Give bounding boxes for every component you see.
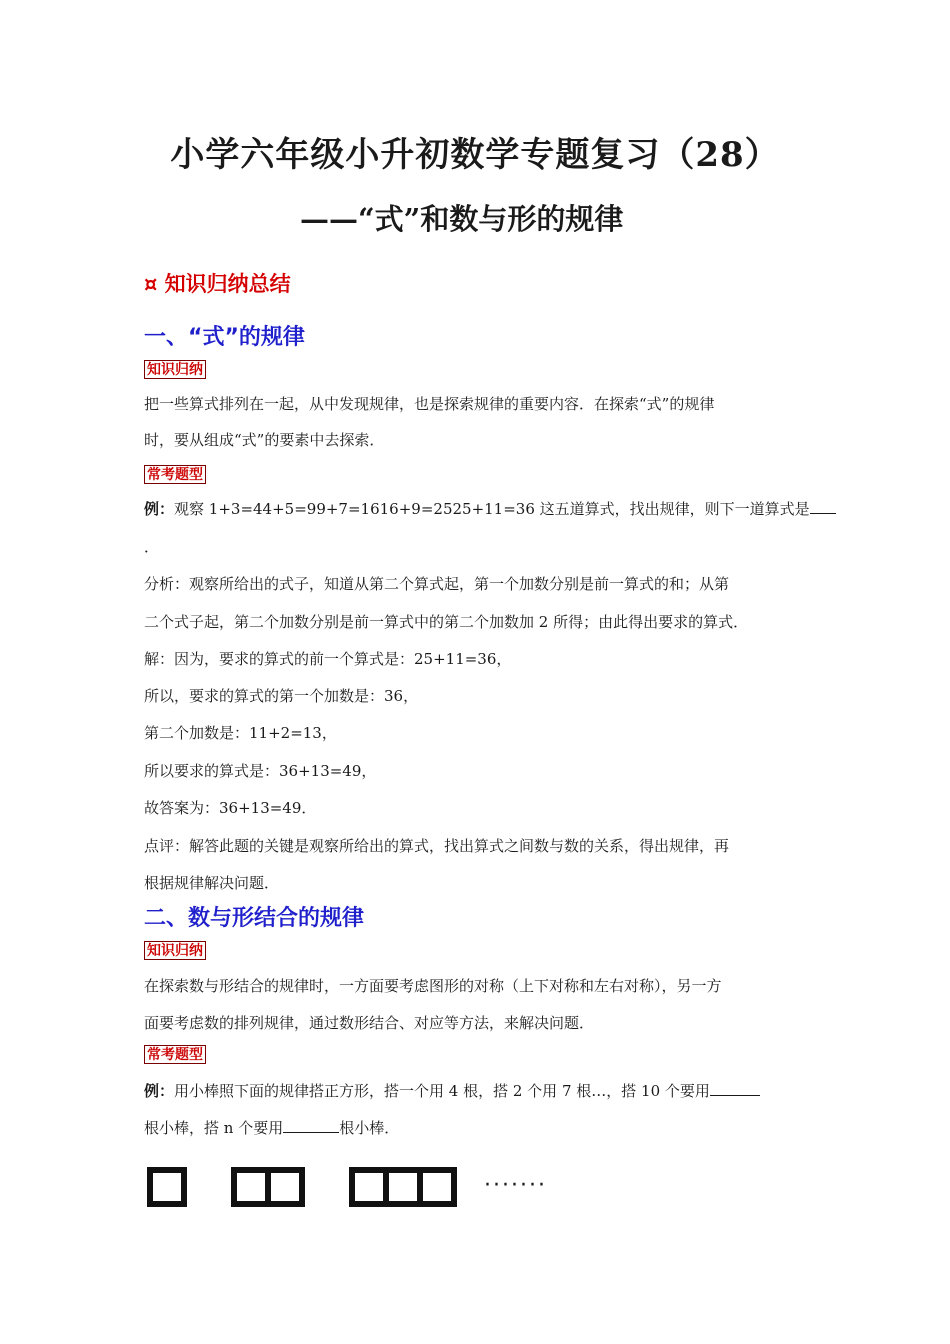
- analysis-line: 分析：观察所给出的式子，知道从第二个算式起，第一个加数分别是前一算式的和；从第: [144, 575, 730, 593]
- section1-heading: 一、“式”的规律: [144, 325, 305, 350]
- section2-example-line2: [144, 1117, 399, 1138]
- stick-squares-figure: [144, 1160, 604, 1216]
- section1-knowledge-line: 时，要从组成“式”的要素中去探索．: [144, 431, 385, 449]
- section2-knowledge-line: 在探索数与形结合的规律时，一方面要考虑图形的对称（上下对称和左右对称），另一方: [144, 977, 722, 995]
- example-text: 观察 1+3=44+5=99+7=1616+9=2525+11=36 这五道算式，找出规律，则下一道算式是: [174, 500, 810, 518]
- section2-common-tag: 常考题型: [144, 1045, 206, 1064]
- section1-example-end: ．: [144, 538, 160, 556]
- section2-knowledge-tag: 知识归纳: [144, 941, 206, 960]
- page-subtitle: ——“式”和数与形的规律: [300, 202, 624, 236]
- stick-square: [420, 1170, 454, 1204]
- section2-knowledge-line: 面要考虑数的排列规律，通过数形结合、对应等方法，来解决问题．: [144, 1014, 595, 1032]
- summary-heading: ¤ 知识归纳总结: [144, 272, 291, 296]
- stick-square: [268, 1170, 302, 1204]
- page-title: 小学六年级小升初数学专题复习（28）: [170, 135, 780, 175]
- section1-common-tag: 常考题型: [144, 465, 206, 484]
- section2-example: [144, 1080, 760, 1101]
- stick-square: [234, 1170, 268, 1204]
- comment-line: 点评：解答此题的关键是观察所给出的算式，找出算式之间数与数的关系，得出规律，再: [144, 837, 730, 855]
- example-label: 例：: [144, 500, 175, 518]
- stick-square: [386, 1170, 420, 1204]
- section1-knowledge-tag: 知识归纳: [144, 360, 206, 379]
- answer-blank: [810, 499, 836, 514]
- solution-line: 所以，要求的算式的第一个加数是：36，: [144, 687, 419, 705]
- example-label: 例：: [144, 1082, 175, 1100]
- answer-blank: [710, 1081, 760, 1096]
- analysis-line: 二个式子起，第二个加数分别是前一算式中的第二个加数加 2 所得；由此得出要求的算式．: [144, 613, 749, 631]
- solution-line: 所以要求的算式是：36+13=49，: [144, 762, 377, 780]
- answer-blank: [283, 1118, 339, 1133]
- stick-square: [352, 1170, 386, 1204]
- solution-line: 第二个加数是：11+2=13，: [144, 724, 337, 742]
- example-text: 根小棒．: [339, 1119, 400, 1137]
- example-text: 根小棒，搭 n 个要用: [144, 1119, 284, 1137]
- section1-example: [144, 498, 836, 519]
- stick-square: [150, 1170, 184, 1204]
- solution-line: 解：因为，要求的算式的前一个算式是：25+11=36，: [144, 650, 512, 668]
- solution-line: 故答案为：36+13=49．: [144, 799, 317, 817]
- section1-knowledge-line: 把一些算式排列在一起，从中发现规律，也是探索规律的重要内容．在探索“式”的规律: [144, 395, 715, 413]
- example-text: 用小棒照下面的规律搭正方形，搭一个用 4 根，搭 2 个用 7 根…，搭 10 个要用: [174, 1082, 710, 1100]
- section2-heading: 二、数与形结合的规律: [144, 906, 365, 931]
- figure-ellipsis: ·······: [484, 1173, 547, 1198]
- comment-line: 根据规律解决问题．: [144, 874, 280, 892]
